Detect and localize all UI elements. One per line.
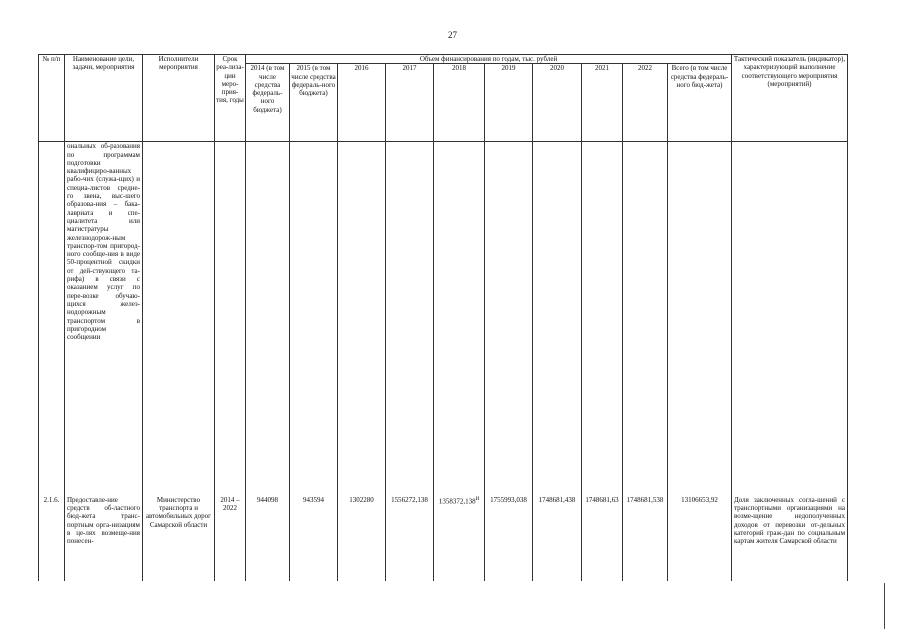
row-executor: Министерство транспорта и автомобильных дорог Самарской области xyxy=(143,496,215,581)
row-2022: 1748681,538 xyxy=(623,496,668,581)
row-2015: 943594 xyxy=(290,496,338,581)
margin-mark xyxy=(884,583,885,629)
financing-table xyxy=(38,54,848,581)
header-2017: 2017 xyxy=(386,64,434,142)
page-number: 27 xyxy=(448,30,457,40)
row-2017: 1556272,138 xyxy=(386,496,434,581)
row-2014: 944098 xyxy=(246,496,290,581)
row-2018-note: И xyxy=(475,496,480,502)
row-term: 2014 – 2022 xyxy=(215,496,246,581)
header-total: Всего (в том числе средства федераль-ного бюд-жета) xyxy=(668,64,732,142)
header-2015: 2015 (в том числе средства федераль-ного бюджета) xyxy=(290,64,338,142)
row-2018-value: 1358372,138 xyxy=(438,497,476,506)
header-name: Наименование цели, задачи, мероприятия xyxy=(65,55,143,142)
row-2016: 1302280 xyxy=(338,496,386,581)
header-2016: 2016 xyxy=(338,64,386,142)
header-2022: 2022 xyxy=(623,64,668,142)
row-indicator: Доля заключенных согла-шений с транспортными организациями на возме-щение недополученных доходов от перевозки от-дельных категорий граж-дан по социальным картам жителя Самарской области xyxy=(732,496,848,581)
row-2018 xyxy=(434,496,485,581)
row-num: 2.1.6. xyxy=(39,496,65,581)
row-2021: 1748681,63 xyxy=(582,496,623,581)
header-executor: Исполнители мероприятия xyxy=(143,55,215,142)
continuation-text: ональных об-разования по программам подготовки квалифициро-ванных рабо-чих (служа-щих) и специа-листов средне-го звена, выс-шего образова-ния – бака-лавриата и спе-циалитета или магистратуры железнодорож-ным транспор-том пригород-ного сообще-ния в виде 50-процентной скидки от дей-ствующего та-рифа) в связи с оказанием услуг по пере-возке обучаю-щихся желез-нодорожным транспортом в пригородном сообщении xyxy=(65,142,143,496)
row-2020: 1748681,438 xyxy=(533,496,582,581)
row-total: 13106653,92 xyxy=(668,496,732,581)
row-2019: 1755993,038 xyxy=(485,496,533,581)
row-name: Предоставле-ние средств об-ластного бюд-жета транс-портным орга-низациям в це-лях возмеще-ния понесен- xyxy=(65,496,143,581)
header-2019: 2019 xyxy=(485,64,533,142)
header-indicator: Тактический показатель (индикатор), характеризующий выполнение соответствующего мероприятия (мероприятий) xyxy=(732,55,848,142)
header-2020: 2020 xyxy=(533,64,582,142)
header-2014: 2014 (в том числе средства федераль-ного бюджета) xyxy=(246,64,290,142)
header-2018: 2018 xyxy=(434,64,485,142)
header-term: Срок реа-лиза-ции меро-прия-тия, годы xyxy=(215,55,246,142)
header-2021: 2021 xyxy=(582,64,623,142)
header-num: № п/п xyxy=(39,55,65,142)
header-financing: Объем финансирования по годам, тыс. рублей xyxy=(246,55,732,64)
